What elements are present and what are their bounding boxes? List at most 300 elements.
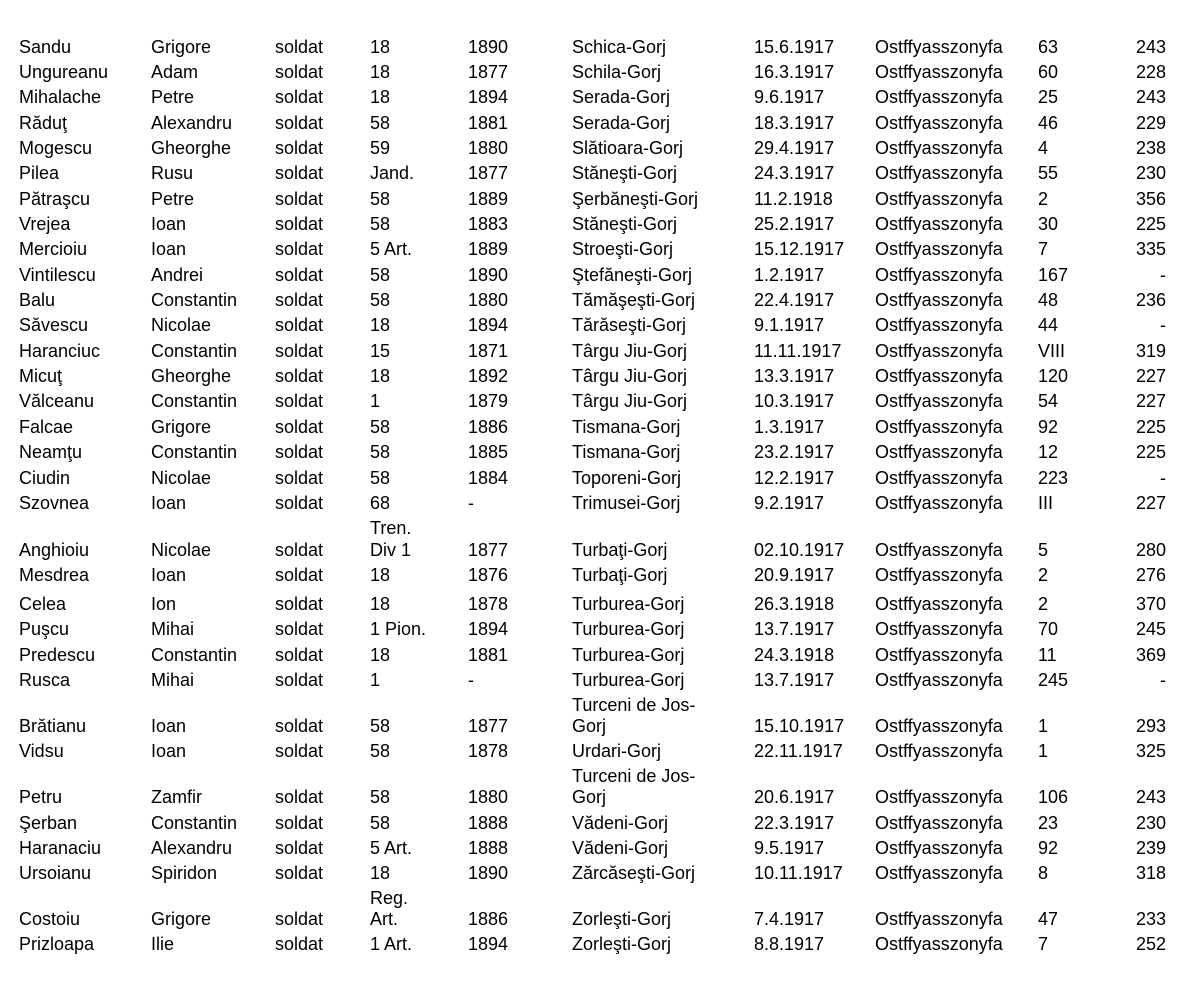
locality-cell: Tămăşeşti-Gorj [572, 290, 696, 310]
grave-number-cell: 48 [1038, 290, 1059, 310]
death-date-cell: 20.9.1917 [754, 565, 835, 585]
record-number-cell: 335 [1135, 239, 1166, 259]
surname-cell: Anghioiu [19, 540, 90, 560]
locality-cell: Stroeşti-Gorj [572, 239, 674, 259]
grave-number-cell: 120 [1038, 366, 1069, 386]
rank-cell: soldat [275, 909, 324, 929]
death-date-cell: 9.5.1917 [754, 838, 825, 858]
first-name-cell: Constantin [151, 391, 238, 411]
grave-number-cell: 7 [1038, 934, 1049, 954]
death-date-cell: 9.2.1917 [754, 493, 825, 513]
first-name-cell: Grigore [151, 909, 212, 929]
first-name-cell: Nicolae [151, 540, 212, 560]
birth-year-cell: 1871 [468, 341, 509, 361]
burial-place-cell: Ostffyasszonyfa [875, 113, 1003, 133]
rank-cell: soldat [275, 315, 324, 335]
record-number-cell: 243 [1135, 87, 1166, 107]
locality-cell: Turburea-Gorj [572, 645, 685, 665]
burial-place-cell: Ostffyasszonyfa [875, 341, 1003, 361]
burial-place-cell: Ostffyasszonyfa [875, 594, 1003, 614]
unit-cell: 18 [370, 37, 391, 57]
rank-cell: soldat [275, 670, 324, 690]
record-number-cell: 227 [1135, 493, 1166, 513]
rank-cell: soldat [275, 619, 324, 639]
grave-number-cell: 92 [1038, 838, 1059, 858]
burial-place-cell: Ostffyasszonyfa [875, 62, 1003, 82]
death-date-cell: 12.2.1917 [754, 468, 835, 488]
rank-cell: soldat [275, 741, 324, 761]
first-name-cell: Ioan [151, 493, 187, 513]
grave-number-cell: 2 [1038, 189, 1049, 209]
unit-cell: 58 [370, 787, 391, 807]
record-number-cell: - [1160, 265, 1166, 285]
rank-cell: soldat [275, 934, 324, 954]
surname-cell: Puşcu [19, 619, 70, 639]
grave-number-cell: 30 [1038, 214, 1059, 234]
birth-year-cell: 1888 [468, 813, 509, 833]
first-name-cell: Grigore [151, 37, 212, 57]
death-date-cell: 13.7.1917 [754, 619, 835, 639]
surname-cell: Săvescu [19, 315, 89, 335]
first-name-cell: Alexandru [151, 838, 233, 858]
death-date-cell: 23.2.1917 [754, 442, 835, 462]
birth-year-cell: 1883 [468, 214, 509, 234]
surname-cell: Prizloapa [19, 934, 95, 954]
unit-cell: 18 [370, 87, 391, 107]
grave-number-cell: 12 [1038, 442, 1059, 462]
birth-year-cell: 1885 [468, 442, 509, 462]
locality-cell: Stăneşti-Gorj [572, 163, 678, 183]
burial-place-cell: Ostffyasszonyfa [875, 290, 1003, 310]
rank-cell: soldat [275, 239, 324, 259]
birth-year-cell: 1881 [468, 645, 509, 665]
burial-place-cell: Ostffyasszonyfa [875, 417, 1003, 437]
death-date-cell: 20.6.1917 [754, 787, 835, 807]
locality-cell: Tismana-Gorj [572, 442, 681, 462]
birth-year-cell: 1890 [468, 37, 509, 57]
first-name-cell: Constantin [151, 442, 238, 462]
death-date-cell: 24.3.1917 [754, 163, 835, 183]
death-date-cell: 25.2.1917 [754, 214, 835, 234]
burial-place-cell: Ostffyasszonyfa [875, 670, 1003, 690]
surname-cell: Mercioiu [19, 239, 88, 259]
rank-cell: soldat [275, 863, 324, 883]
burial-place-cell: Ostffyasszonyfa [875, 189, 1003, 209]
locality-cell: Slătioara-Gorj [572, 138, 684, 158]
rank-cell: soldat [275, 540, 324, 560]
death-date-cell: 15.10.1917 [754, 716, 845, 736]
surname-cell: Falcae [19, 417, 74, 437]
locality-cell: Schila-Gorj [572, 62, 662, 82]
grave-number-cell: 55 [1038, 163, 1059, 183]
record-number-cell: 236 [1135, 290, 1166, 310]
locality-cell: Turburea-Gorj [572, 619, 685, 639]
burial-place-cell: Ostffyasszonyfa [875, 442, 1003, 462]
surname-cell: Vintilescu [19, 265, 96, 285]
rank-cell: soldat [275, 417, 324, 437]
locality-cell: Serada-Gorj [572, 87, 671, 107]
locality-cell: Târgu Jiu-Gorj [572, 341, 688, 361]
birth-year-cell: - [468, 670, 474, 690]
surname-cell: Haranciuc [19, 341, 101, 361]
death-date-cell: 10.3.1917 [754, 391, 835, 411]
surname-cell: Predescu [19, 645, 96, 665]
locality-cell: Ştefăneşti-Gorj [572, 265, 693, 285]
death-date-cell: 1.2.1917 [754, 265, 825, 285]
death-date-cell: 9.1.1917 [754, 315, 825, 335]
surname-cell: Ungureanu [19, 62, 109, 82]
unit-cell: 1 Pion. [370, 619, 427, 639]
grave-number-cell: 8 [1038, 863, 1049, 883]
unit-cell: 58 [370, 716, 391, 736]
record-number-cell: 243 [1135, 37, 1166, 57]
grave-number-cell: 11 [1038, 645, 1057, 665]
death-date-cell: 24.3.1918 [754, 645, 835, 665]
rank-cell: soldat [275, 113, 324, 133]
rank-cell: soldat [275, 813, 324, 833]
first-name-cell: Ioan [151, 716, 187, 736]
burial-place-cell: Ostffyasszonyfa [875, 493, 1003, 513]
surname-cell: Szovnea [19, 493, 90, 513]
grave-number-cell: 47 [1038, 909, 1059, 929]
first-name-cell: Ilie [151, 934, 175, 954]
unit-cell: 58 [370, 741, 391, 761]
rank-cell: soldat [275, 163, 324, 183]
locality-cell: Gorj [572, 787, 607, 807]
unit-cell: 58 [370, 468, 391, 488]
grave-number-cell: 7 [1038, 239, 1049, 259]
death-date-cell: 16.3.1917 [754, 62, 835, 82]
birth-year-cell: - [468, 493, 474, 513]
grave-number-cell: 2 [1038, 594, 1049, 614]
death-date-cell: 02.10.1917 [754, 540, 845, 560]
death-date-cell: 7.4.1917 [754, 909, 825, 929]
locality-cell: Serada-Gorj [572, 113, 671, 133]
burial-place-cell: Ostffyasszonyfa [875, 239, 1003, 259]
grave-number-cell: 1 [1038, 741, 1049, 761]
first-name-cell: Constantin [151, 645, 238, 665]
birth-year-cell: 1889 [468, 239, 509, 259]
grave-number-cell: 2 [1038, 565, 1049, 585]
surname-cell: Balu [19, 290, 56, 310]
unit-cell: 18 [370, 594, 391, 614]
grave-number-cell: 4 [1038, 138, 1049, 158]
locality-cell: Toporeni-Gorj [572, 468, 682, 488]
record-number-cell: 229 [1135, 113, 1166, 133]
first-name-cell: Andrei [151, 265, 204, 285]
surname-cell: Haranaciu [19, 838, 102, 858]
locality-cell: Turbaţi-Gorj [572, 540, 668, 560]
unit-cell: Jand. [370, 163, 415, 183]
first-name-cell: Ion [151, 594, 177, 614]
record-number-cell: 233 [1135, 909, 1166, 929]
birth-year-cell: 1880 [468, 787, 509, 807]
unit-cell: 58 [370, 189, 391, 209]
birth-year-cell: 1894 [468, 619, 509, 639]
burial-place-cell: Ostffyasszonyfa [875, 787, 1003, 807]
unit-cell: 18 [370, 315, 391, 335]
rank-cell: soldat [275, 442, 324, 462]
birth-year-cell: 1879 [468, 391, 509, 411]
record-number-cell: 369 [1135, 645, 1166, 665]
unit-cell: 1 [370, 670, 381, 690]
record-number-cell: 243 [1135, 787, 1166, 807]
death-date-cell: 13.3.1917 [754, 366, 835, 386]
burial-place-cell: Ostffyasszonyfa [875, 934, 1003, 954]
first-name-cell: Ioan [151, 239, 187, 259]
death-date-cell: 10.11.1917 [754, 863, 843, 883]
surname-cell: Pătraşcu [19, 189, 91, 209]
first-name-cell: Grigore [151, 417, 212, 437]
grave-number-cell: 245 [1038, 670, 1069, 690]
death-date-cell: 1.3.1917 [754, 417, 825, 437]
birth-year-cell: 1877 [468, 716, 509, 736]
death-date-cell: 22.3.1917 [754, 813, 835, 833]
burial-place-cell: Ostffyasszonyfa [875, 619, 1003, 639]
death-date-cell: 11.2.1918 [754, 189, 833, 209]
birth-year-cell: 1876 [468, 565, 509, 585]
first-name-cell: Nicolae [151, 315, 212, 335]
unit-cell: 58 [370, 290, 391, 310]
record-number-cell: 225 [1135, 442, 1166, 462]
surname-cell: Vrejea [19, 214, 71, 234]
rank-cell: soldat [275, 787, 324, 807]
unit-cell: 58 [370, 417, 391, 437]
unit-cell: 58 [370, 113, 391, 133]
birth-year-cell: 1877 [468, 540, 509, 560]
locality-cell: Schica-Gorj [572, 37, 667, 57]
burial-place-cell: Ostffyasszonyfa [875, 163, 1003, 183]
rank-cell: soldat [275, 366, 324, 386]
surname-cell: Costoiu [19, 909, 81, 929]
first-name-cell: Gheorghe [151, 366, 232, 386]
unit-cell: 58 [370, 813, 391, 833]
burial-place-cell: Ostffyasszonyfa [875, 214, 1003, 234]
unit-cell: 18 Reg. [370, 863, 409, 908]
first-name-cell: Zamfir [151, 787, 202, 807]
rank-cell: soldat [275, 62, 324, 82]
first-name-cell: Constantin [151, 290, 238, 310]
birth-year-cell: 1890 [468, 265, 509, 285]
unit-cell: 18 [370, 565, 391, 585]
surname-cell: Vălceanu [19, 391, 95, 411]
first-name-cell: Adam [151, 62, 199, 82]
record-number-cell: 227 [1135, 391, 1166, 411]
surname-cell: Rusca [19, 670, 71, 690]
rank-cell: soldat [275, 341, 324, 361]
first-name-cell: Mihai [151, 619, 195, 639]
surname-cell: Brătianu [19, 716, 87, 736]
surname-cell: Pilea [19, 163, 60, 183]
burial-place-cell: Ostffyasszonyfa [875, 87, 1003, 107]
unit-cell: 5 Art. [370, 838, 413, 858]
record-number-cell: 245 [1135, 619, 1166, 639]
birth-year-cell: 1878 [468, 594, 509, 614]
death-date-cell: 8.8.1917 [754, 934, 825, 954]
first-name-cell: Rusu [151, 163, 194, 183]
record-number-cell: 280 [1135, 540, 1166, 560]
record-number-cell: 252 [1135, 934, 1166, 954]
birth-year-cell: 1878 [468, 741, 509, 761]
locality-cell: Tărăseşti-Gorj [572, 315, 687, 335]
first-name-cell: Nicolae [151, 468, 212, 488]
record-number-cell: 356 [1135, 189, 1166, 209]
locality-cell: Trimusei-Gorj [572, 493, 681, 513]
birth-year-cell: 1884 [468, 468, 509, 488]
birth-year-cell: 1889 [468, 189, 509, 209]
death-date-cell: 9.6.1917 [754, 87, 825, 107]
surname-cell: Vidsu [19, 741, 64, 761]
first-name-cell: Ioan [151, 741, 187, 761]
unit-cell: 18 [370, 366, 391, 386]
surname-cell: Petru [19, 787, 63, 807]
record-number-cell: - [1160, 468, 1166, 488]
record-number-cell: 238 [1135, 138, 1166, 158]
first-name-cell: Constantin [151, 813, 238, 833]
record-number-cell: 230 [1135, 813, 1166, 833]
surname-cell: Ursoianu [19, 863, 92, 883]
unit-cell: 5 Art. [370, 239, 413, 259]
locality-cell: Târgu Jiu-Gorj [572, 391, 688, 411]
grave-number-cell: III [1038, 493, 1054, 513]
rank-cell: soldat [275, 716, 324, 736]
rank-cell: soldat [275, 290, 324, 310]
record-number-cell: 293 [1135, 716, 1166, 736]
locality-cell: Stăneşti-Gorj [572, 214, 678, 234]
first-name-cell: Ioan [151, 565, 187, 585]
burial-place-cell: Ostffyasszonyfa [875, 37, 1003, 57]
unit-cell: 1 [370, 391, 381, 411]
rank-cell: soldat [275, 565, 324, 585]
burial-place-cell: Ostffyasszonyfa [875, 716, 1003, 736]
burial-place-cell: Ostffyasszonyfa [875, 863, 1003, 883]
locality-cell: Turbaţi-Gorj [572, 565, 668, 585]
first-name-cell: Constantin [151, 341, 238, 361]
burial-place-cell: Ostffyasszonyfa [875, 138, 1003, 158]
locality-cell: Gorj [572, 716, 607, 736]
surname-cell: Mogescu [19, 138, 93, 158]
death-date-cell: 26.3.1918 [754, 594, 835, 614]
unit-cell: 58 [370, 214, 391, 234]
grave-number-cell: 54 [1038, 391, 1059, 411]
unit-cell: 58 [370, 265, 391, 285]
grave-number-cell: 46 [1038, 113, 1059, 133]
unit-cell: 18 [370, 645, 391, 665]
death-date-cell: 22.11.1917 [754, 741, 843, 761]
unit-cell: 59 [370, 138, 391, 158]
record-number-cell: 239 [1135, 838, 1166, 858]
grave-number-cell: VIII [1038, 341, 1066, 361]
birth-year-cell: 1888 [468, 838, 509, 858]
surname-cell: Mihalache [19, 87, 102, 107]
birth-year-cell: 1880 [468, 290, 509, 310]
grave-number-cell: 5 [1038, 540, 1049, 560]
record-number-cell: 225 [1135, 214, 1166, 234]
grave-number-cell: 63 [1038, 37, 1059, 57]
death-date-cell: 15.6.1917 [754, 37, 835, 57]
unit-cell: 68 Tren. [370, 493, 412, 538]
grave-number-cell: 106 [1038, 787, 1069, 807]
death-date-cell: 22.4.1917 [754, 290, 835, 310]
rank-cell: soldat [275, 468, 324, 488]
surname-cell: Neamţu [19, 442, 83, 462]
locality-cell: Târgu Jiu-Gorj [572, 366, 688, 386]
grave-number-cell: 1 [1038, 716, 1049, 736]
burial-place-cell: Ostffyasszonyfa [875, 565, 1003, 585]
record-number-cell: 228 [1135, 62, 1166, 82]
grave-number-cell: 25 [1038, 87, 1059, 107]
record-number-cell: - [1160, 670, 1166, 690]
first-name-cell: Mihai [151, 670, 195, 690]
rank-cell: soldat [275, 594, 324, 614]
death-date-cell: 15.12.1917 [754, 239, 845, 259]
record-number-cell: 276 [1135, 565, 1166, 585]
birth-year-cell: 1880 [468, 138, 509, 158]
grave-number-cell: 70 [1038, 619, 1059, 639]
unit-cell: 1 Art. [370, 934, 413, 954]
locality-cell: Zorleşti-Gorj [572, 934, 672, 954]
surname-cell: Sandu [19, 37, 72, 57]
burial-place-cell: Ostffyasszonyfa [875, 468, 1003, 488]
rank-cell: soldat [275, 138, 324, 158]
locality-cell: Vădeni-Gorj [572, 813, 669, 833]
birth-year-cell: 1892 [468, 366, 509, 386]
rank-cell: soldat [275, 838, 324, 858]
death-date-cell: 13.7.1917 [754, 670, 835, 690]
birth-year-cell: 1877 [468, 163, 509, 183]
unit-cell: 15 [370, 341, 391, 361]
record-number-cell: 225 [1135, 417, 1166, 437]
grave-number-cell: 44 [1038, 315, 1059, 335]
death-date-cell: 18.3.1917 [754, 113, 835, 133]
locality-cell: Zărcăseşti-Gorj [572, 863, 696, 883]
death-date-cell: 29.4.1917 [754, 138, 835, 158]
first-name-cell: Alexandru [151, 113, 233, 133]
record-number-cell: - [1160, 315, 1166, 335]
record-number-cell: 319 [1135, 341, 1166, 361]
surname-cell: Mesdrea [19, 565, 90, 585]
burial-place-cell: Ostffyasszonyfa [875, 909, 1003, 929]
grave-number-cell: 23 [1038, 813, 1059, 833]
birth-year-cell: 1894 [468, 315, 509, 335]
rank-cell: soldat [275, 189, 324, 209]
record-number-cell: 370 [1135, 594, 1166, 614]
rank-cell: soldat [275, 214, 324, 234]
first-name-cell: Ioan [151, 214, 187, 234]
rank-cell: soldat [275, 645, 324, 665]
birth-year-cell: 1886 [468, 909, 509, 929]
rank-cell: soldat [275, 265, 324, 285]
first-name-cell: Spiridon [151, 863, 218, 883]
rank-cell: soldat [275, 391, 324, 411]
burial-place-cell: Ostffyasszonyfa [875, 813, 1003, 833]
birth-year-cell: 1894 [468, 87, 509, 107]
locality-cell: Urdari-Gorj Turceni de Jos- [572, 741, 696, 786]
burial-place-cell: Ostffyasszonyfa [875, 366, 1003, 386]
rank-cell: soldat [275, 87, 324, 107]
unit-cell: Art. [370, 909, 399, 929]
death-date-cell: 11.11.1917 [754, 341, 842, 361]
burial-place-cell: Ostffyasszonyfa [875, 265, 1003, 285]
locality-cell: Vădeni-Gorj [572, 838, 669, 858]
locality-cell: Turburea-Gorj [572, 594, 685, 614]
first-name-cell: Gheorghe [151, 138, 232, 158]
rank-cell: soldat [275, 493, 324, 513]
surname-cell: Micuţ [19, 366, 63, 386]
grave-number-cell: 223 [1038, 468, 1069, 488]
birth-year-cell: 1890 [468, 863, 509, 883]
birth-year-cell: 1877 [468, 62, 509, 82]
